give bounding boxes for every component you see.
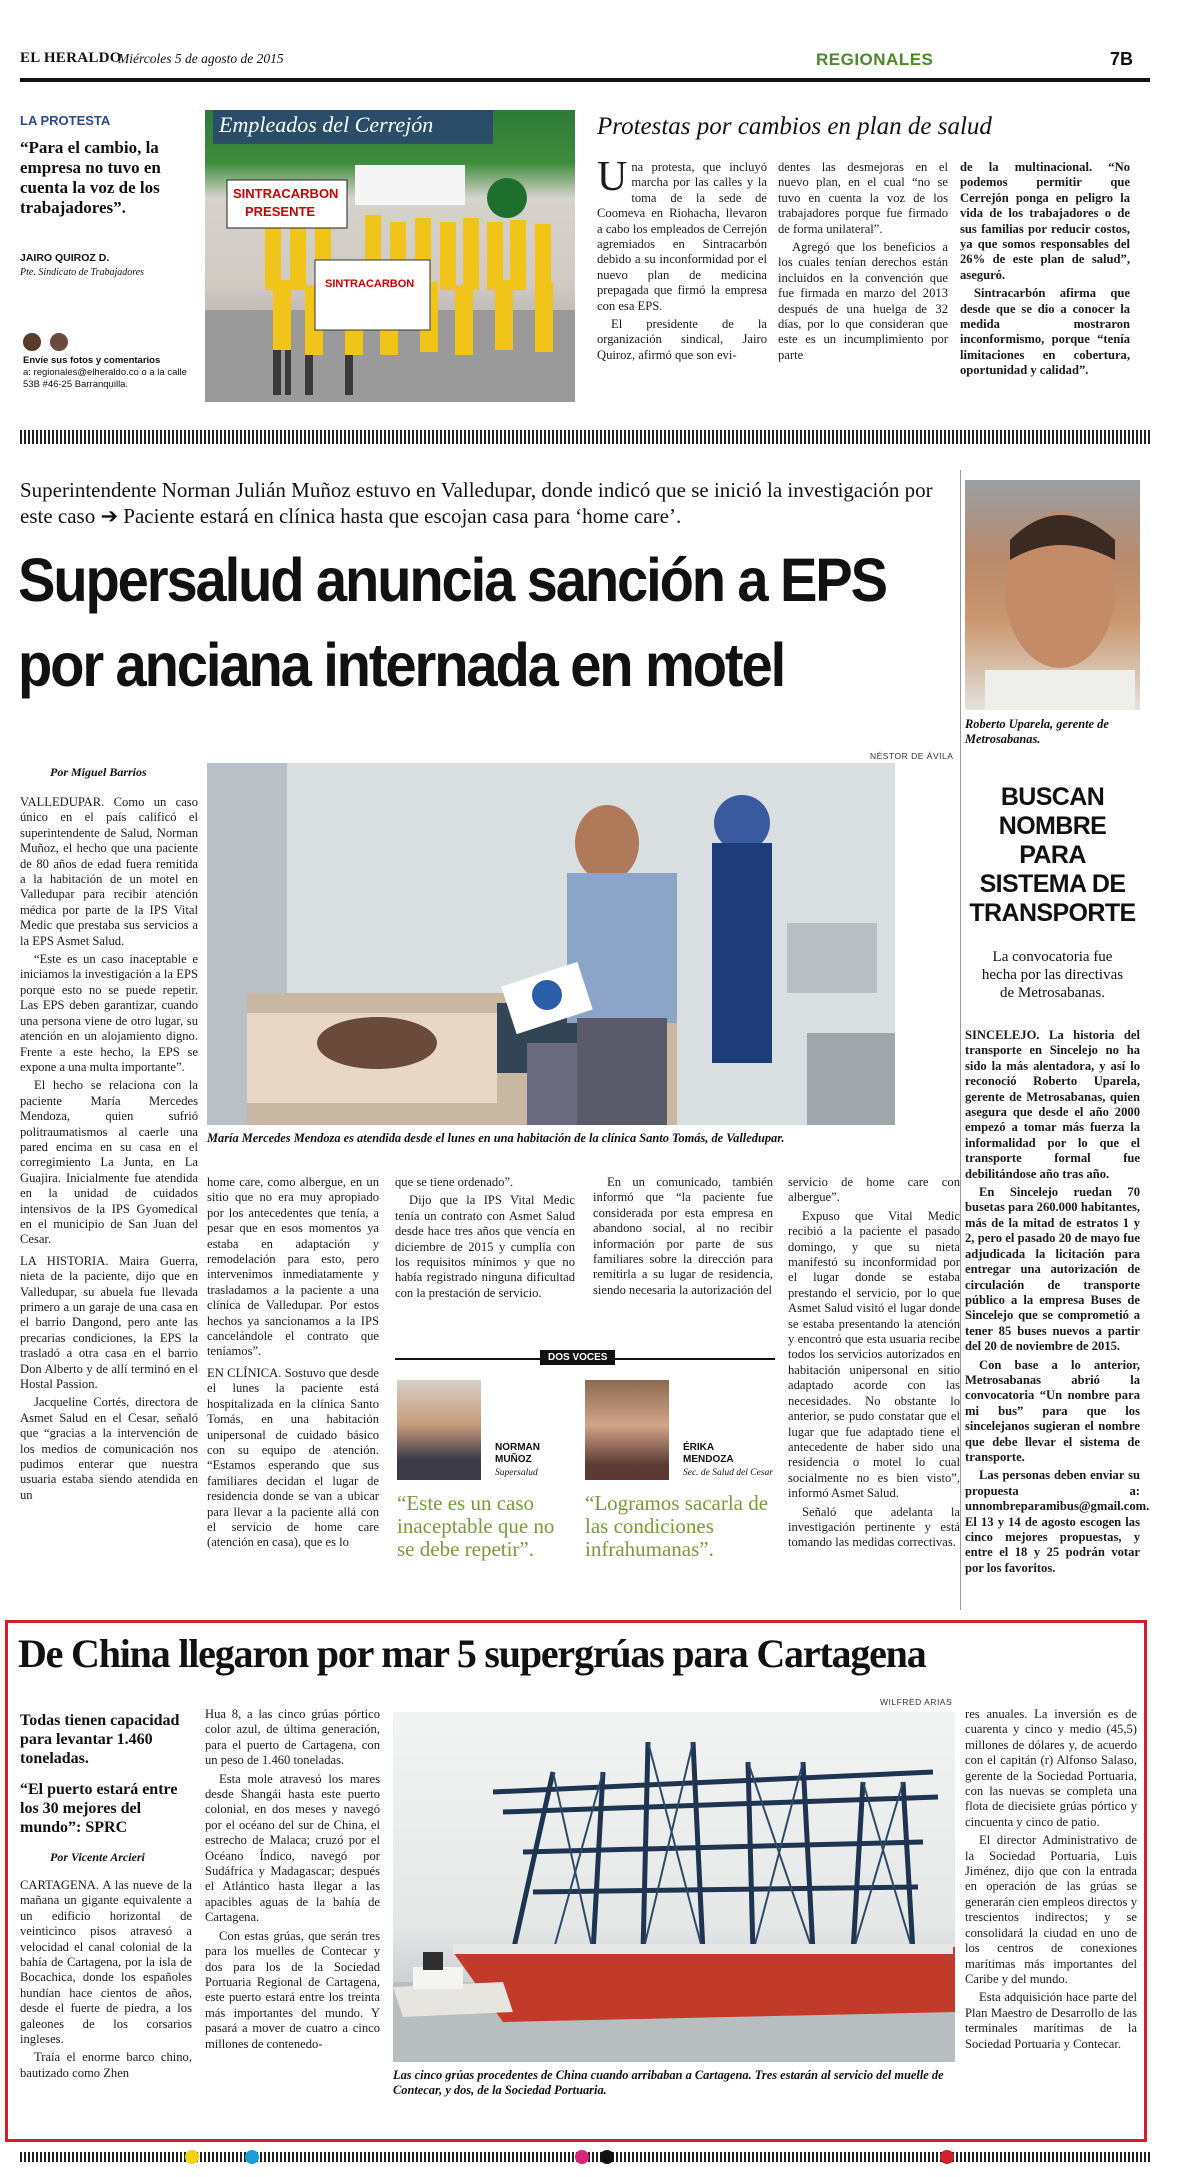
- cranes-ship-illustration: [393, 1712, 955, 2062]
- cranes-photo: [393, 1712, 955, 2062]
- send-photos-body: a: regionales@elheraldo.co o a la calle 53B #46-25 Barranquilla.: [23, 367, 187, 390]
- protest-crowd-illustration: [205, 110, 575, 402]
- cranes-col-3: res anuales. La inversión es de cuarenta y cinco y medio (45,5) millones de dólares y, de acuerdo con el capitán (r) Alfonso Salaso, gerente de la Sociedad Portuaria, con las nuevas se completa una flota de diecisiete grúas pórtico y cincuenta y cinco de patio. El director Administrativo de la Sociedad Portuaria, Luis Jiménez, dijo que con la entrada en operación de las grúas se generarán cien empleos directos y trescientos indirectos; y se consolidará la ciudad en uno de los centros de conexiones marítimas más importantes del Caribe y del mundo. Esta adquisición hace parte del Plan Maestro de Desarrollo de las terminales marítimas de la Sociedad Portuaria y Contecar.: [965, 1707, 1137, 2051]
- main-photo-caption: María Mercedes Mendoza es atendida desde el lunes en una habitación de la clínica Santo Tomás, de Valledupar.: [207, 1131, 785, 1145]
- main-col-5: servicio de home care con albergue”. Expuso que Vital Medic recibió a la paciente el pasado domingo, y que su nieta manifestó su inconformidad por el lugar donde se estaba prestando el servicio, por lo que Asmet Salud visitó el lugar donde se estaba presentando la atención y encontró que esta usuaria recibe todos los servicios autorizados en habitación unipersonal en sitio adaptado acorde con las necesidades. No obstante lo anterior, se pudo constatar que el lugar que fue adaptado tiene el antecedente de haber sido una residencia o motel lo cual socialmente no es bien visto”, informó Asmet Salud. Señaló que adelanta la investigación pertinente y está tomando las medidas correctivas.: [788, 1175, 960, 1550]
- cranes-photo-caption: Las cinco grúas procedentes de China cuando arribaban a Cartagena. Tres estarán al servicio del muelle de Contecar, y dos, de la Sociedad Portuaria.: [393, 2068, 944, 2097]
- main-col-2: home care, como albergue, en un sitio que no era muy apropiado por los antecedentes que tenía, a pesar que en esos momentos ya estaba en adaptación y remodelación para esto, pero intervenimos inmediatamente y trasladamos a la paciente a una clínica de Valledupar. Por estos hechos ya sancionamos a la IPS cancelándole el contrato que teníamos”. EN CLÍNICA. Sostuvo que desde el lunes la paciente está hospitalizada en la clínica Santo Tomás, en una habitación unipersonal de cuidado básico con su equipo de atención. “Estamos esperando que sus familiares decidan el lugar de residencia donde se van a ubicar para llevar a la paciente allá con el servicio de home care (atención en casa), que es lo: [207, 1175, 379, 1550]
- norman-munoz-portrait: [397, 1380, 481, 1480]
- person2-quote: “Logramos sacarla de las condiciones infrahumanas”.: [585, 1491, 769, 1561]
- sidebar-headline: BUSCAN NOMBRE PARA SISTEMA DE TRANSPORTE: [969, 783, 1136, 927]
- registration-mark-cyan: [245, 2150, 259, 2164]
- protest-banner-text-3: SINTRACARBON: [325, 278, 415, 290]
- cranes-col-2: Hua 8, a las cinco grúas pórtico color azul, de última generación, para el puerto de Cartagena, con un peso de 1.460 toneladas. Esta mole atravesó los mares desde Shangái hasta este puerto colonial, en dos meses y navegó por el océano del sur de China, el estrecho de Malaca; cruzó por el Océano Índico, navegó por Sudáfrica y Madagascar; después el Atlántico hasta llegar a las apacibles aguas de la bahía de Cartagena. Con estas grúas, que serán tres para los muelles de Contecar y dos para los de la Sociedad Portuaria Regional de Cartagena, este puerto estará entre los treinta más importantes del mundo. Y pasará a mover de cuatro a cinco millones de contenedo-: [205, 1707, 380, 2051]
- main-byline: Por Miguel Barrios: [50, 765, 147, 779]
- protest-col-1: Una protesta, que incluyó marcha por las calles y la toma de la sede de Coomeva en Riohacha, llevaron a cabo los empleados de Cerrejón agremiados en Sintracarbón debido a su inconformidad por el nuevo plan de medicina prepagada que firmó la empresa con esa EPS. El presidente de la organización sindical, Jairo Quiroz, afirmó que son evi-: [597, 154, 767, 362]
- sidebar-photo-caption: Roberto Uparela, gerente de Metrosabanas.: [965, 717, 1109, 746]
- masthead-rule: [20, 78, 1150, 82]
- main-deck: Superintendente Norman Julián Muñoz estuvo en Valledupar, donde indicó que se inició la investigación por este caso ➔ Paciente estará en clínica hasta que escojan casa para ‘home care’.: [20, 478, 933, 528]
- comment-icon: [50, 333, 68, 351]
- person1-name: NORMAN MUÑOZ: [495, 1442, 540, 1465]
- protest-quote-role: Pte. Sindicato de Trabajadores: [20, 267, 145, 278]
- registration-mark-red: [940, 2150, 954, 2164]
- section-label: REGIONALES: [816, 50, 934, 69]
- main-headline-line2: por anciana internada en motel: [18, 631, 785, 699]
- cranes-summary-1: Todas tienen capacidad para levantar 1.460 toneladas.: [20, 1712, 180, 1767]
- page-number: 7B: [1110, 49, 1134, 69]
- protest-banner-text-1: SINTRACARBON: [233, 186, 339, 201]
- main-photo-credit: NÉSTOR DE ÁVILA: [870, 751, 954, 761]
- cranes-col-1: CARTAGENA. A las nueve de la mañana un gigante equivalente a un edificio horizontal de veinticinco pisos atravesó a velocidad el canal colonial de la bahía de Cartagena, por la isla de Bocachica, donde los españoles hundían hace cientos de años, desde el fuerte de piedra, a los galeones de los corsarios ingleses. Traía el enorme barco chino, bautizado como Zhen: [20, 1878, 192, 2080]
- sidebar-divider: [960, 470, 961, 1610]
- protest-dropcap: U: [597, 154, 628, 200]
- person1-role: Supersalud: [495, 1468, 538, 1478]
- send-photos-title: Envíe sus fotos y comentarios: [23, 355, 161, 366]
- cranes-summary-2: “El puerto estará entre los 30 mejores del mundo”: SPRC: [20, 1781, 178, 1836]
- sidebar-body: SINCELEJO. La historia del transporte en Sincelejo no ha sido la más alentadora, y así lo reconoció Roberto Uparela, gerente de Metrosabanas, quien asegura que desde el año 2000 empezó a tomar más fuerza la informalidad por lo que el transporte formal fue debilitándose año tras año. En Sincelejo ruedan 70 busetas para 260.000 habitantes, más de la mitad de estratos 1 y 2, pero el pasado 20 de mayo fue adjudicada la licitación para entregar una autorización de circulación de transporte público a la empresa Buses de Sincelejo que se comprometió a tener 85 buses nuevos a partir del 20 de noviembre de 2015. Con base a lo anterior, Metrosabanas abrió la convocatoria “Un nombre para mi bus” para que los sincelejanos sugieran el nombre que debe llevar el sistema de transporte. Las personas deben enviar su propuesta a: unnombreparamibus@gmail.com. El 13 y 14 de agosto escogen las cinco mejores propuestas, y entre el 18 y 25 podrán votar por los favoritos.: [965, 1028, 1150, 1575]
- protest-quote-author: JAIRO QUIROZ D.: [20, 252, 110, 264]
- main-photo: [207, 763, 895, 1125]
- main-col-4: En un comunicado, también informó que “la paciente fue considerada por esta empresa en abandono social, al no recibir información por parte de sus familiares sobre la dirección para remitirla a su lugar de residencia, siendo necesaria la autorización del: [593, 1175, 773, 1297]
- registration-mark-black: [600, 2150, 614, 2164]
- protest-photo: [205, 110, 575, 402]
- erika-mendoza-portrait: [585, 1380, 669, 1480]
- protest-quote-box: [20, 98, 195, 408]
- cranes-byline: Por Vicente Arcieri: [50, 1850, 145, 1864]
- uparela-portrait: [965, 480, 1140, 710]
- cranes-headline: De China llegaron por mar 5 supergrúas para Cartagena: [18, 1631, 926, 1676]
- person1-quote: “Este es un caso inaceptable que no se debe repetir”.: [397, 1491, 555, 1561]
- registration-mark-yellow: [185, 2150, 199, 2164]
- dos-voces-label: DOS VOCES: [540, 1350, 615, 1365]
- main-col-3: que se tiene ordenado”. Dijo que la IPS Vital Medic tenía un contrato con Asmet Salud desde hace tres años que vencía en diciembre de 2015 y cumplía con los requisitos mínimos y que no había registrado ninguna dificultad con la prestación de servicio.: [395, 1175, 575, 1300]
- cranes-photo-credit: WILFRED ARIAS: [880, 1697, 953, 1707]
- protest-quote: “Para el cambio, la empresa no tuvo en cuenta la voz de los trabajadores”.: [20, 138, 161, 217]
- protest-col-2: dentes las desmejoras en el nuevo plan, en el cual “no se tuvo en cuenta la voz de los trabajadores porque fue firmado de forma unilateral”. Agregó que los beneficios a los cuales tenían derechos están incluidos en la convención que fue firmada en marzo del 2013 después de una huelga de 32 días, por lo que consideran que este es un incumplimiento por parte: [778, 160, 948, 362]
- dos-voces-box: [395, 1350, 775, 1600]
- person2-role: Sec. de Salud del Cesar: [683, 1468, 773, 1478]
- protest-headline: Protestas por cambios en plan de salud: [597, 113, 992, 140]
- portrait-illustration: [965, 480, 1140, 710]
- protest-banner-text-2: PRESENTE: [245, 204, 316, 219]
- sidebar-deck: La convocatoria fue hecha por las directivas de Metrosabanas.: [981, 949, 1124, 1001]
- main-col-1: VALLEDUPAR. Como un caso único en el país calificó el superintendente de Salud, Norman Muñoz, el hecho que una paciente de 80 años de edad fuera remitida a la habitación de un motel en Valledupar para recibir atención médica por parte de la IPS Vital Medic que prestaba sus servicios a la EPS Asmet Salud. “Este es un caso inaceptable e iniciamos la investigación a la EPS porque esto no se puede repetir. Las EPS deben garantizar, cuando una persona viene de otro lugar, su atención en un alojamiento digno. Frente a este hecho, la EPS se expone a una multa importante”. El hecho se relaciona con la paciente María Mercedes Mendoza, quien sufrió politraumatismos al caerle una pared encima en su casa en el corregimiento La Junta, en La Guajira. Inicialmente fue atendida en la unidad de cuidados intensivos de la IPS Gyomedical en el municipio de San Juan del Cesar. LA HISTORIA. Maira Guerra, nieta de la paciente, dijo que en Valledupar, su abuela fue llevada primero a un garaje de una casa en el barrio Dangond, pero ante las precarias condiciones, la EPS la trasladó a otra casa en el barrio Don Alberto y de allí terminó en el Hostal Passion. Jacqueline Cortés, directora de Asmet Salud en el Cesar, señaló que “gracias a la intervención de los medios de comunicación nos pudimos enterar que nuestra usuaria estaba siendo atendida en un: [20, 795, 198, 1502]
- issue-date: Miércoles 5 de agosto de 2015: [118, 51, 284, 66]
- camera-icon: [23, 333, 41, 351]
- section-divider-1: [20, 430, 1150, 444]
- main-headline-line1: Supersalud anuncia sanción a EPS: [18, 546, 886, 614]
- protest-kicker: LA PROTESTA: [20, 113, 111, 128]
- registration-mark-magenta: [575, 2150, 589, 2164]
- person2-name: ÉRIKA MENDOZA: [683, 1442, 734, 1465]
- hospital-room-illustration: [207, 763, 895, 1125]
- protest-col-3: de la multinacional. “No podemos permitir que Cerrejón ponga en peligro la vida de los trabajadores o de sus familias por reducir costos, ya que somos responsables del 26% de este plan de salud”, aseguró. Sintracarbón afirma que desde que se dio a conocer la medida mostraron inconformismo, porque “tenía limitaciones en cobertura, oportunidad y calidad”.: [960, 160, 1130, 378]
- photo-overlay-title: Empleados del Cerrejón: [219, 112, 434, 137]
- paper-name: EL HERALDO: [20, 50, 122, 66]
